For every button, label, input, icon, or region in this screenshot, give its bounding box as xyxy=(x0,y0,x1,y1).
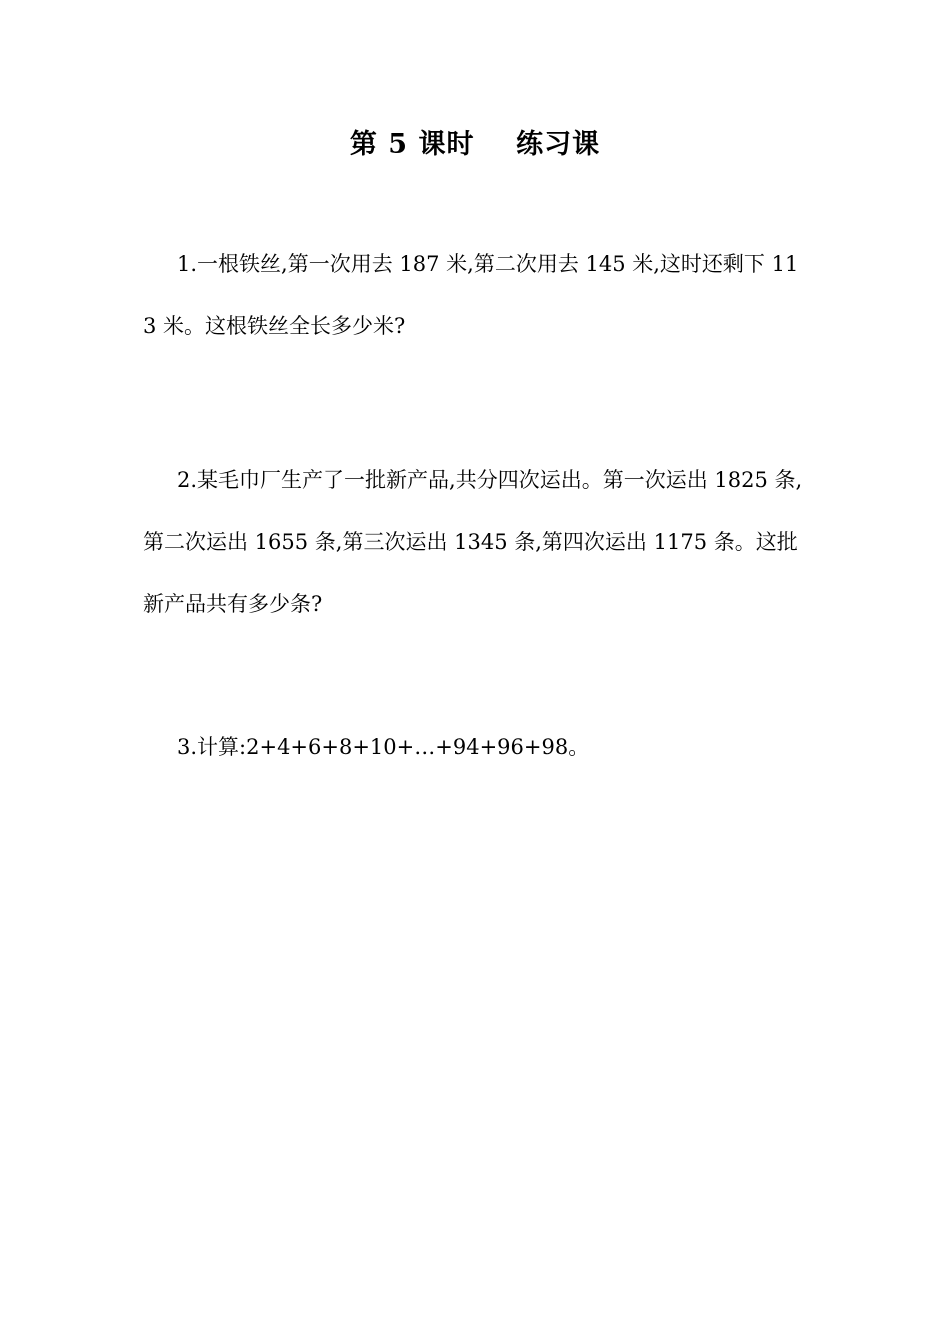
problem-2: 2.某毛巾厂生产了一批新产品,共分四次运出。第一次运出 1825 条,第二次运出 1655 条,第三次运出 1345 条,第四次运出 1175 条。这批新产品共有多少条? xyxy=(143,468,803,616)
problem-3: 3.计算:2+4+6+8+10+…+94+96+98。 xyxy=(177,735,590,759)
problem-1: 1.一根铁丝,第一次用去 187 米,第二次用去 145 米,这时还剩下 113 米。这根铁丝全长多少米? xyxy=(143,252,799,338)
page-title: 第 5 课时 练习课 xyxy=(349,129,601,160)
